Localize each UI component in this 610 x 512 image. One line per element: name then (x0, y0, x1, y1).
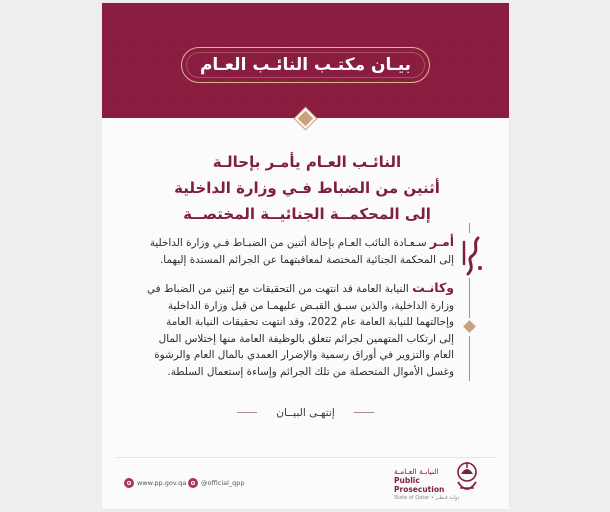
paragraph-1-lead: أمـر (429, 234, 454, 249)
paragraph-2-line-2: وزارة الداخلية، والذين سبـق القبـض عليهمـا من قبل وزارة الداخلية (167, 299, 454, 312)
side-rule-middle (469, 278, 470, 318)
paragraph-1-line-1 (127, 234, 454, 252)
logo-english-name: Public Prosecution (394, 476, 445, 494)
social-contact[interactable] (188, 477, 245, 489)
website-text: www.pp.gov.qa (137, 479, 187, 487)
statement-page (102, 3, 509, 509)
website-contact[interactable] (124, 477, 186, 489)
side-diamond-ornament (463, 320, 476, 333)
social-icon (188, 478, 198, 488)
social-handle: @official_qpp (201, 479, 245, 487)
paragraph-2-line-5: العام والتزوير في أوراق رسمية والإضرار العمدي بالمال العام والرشوة (154, 349, 454, 362)
headline-line-1: النائـب العـام يأمـر بإحالـة (212, 153, 402, 171)
side-rule-bottom (469, 336, 470, 381)
paragraph-2-line-1 (127, 280, 454, 298)
paragraph-2-line-3: وإحالتهما للنيابة العامة عام 2022، وقد انتهت تحقيقات النيابة العامة (166, 316, 454, 329)
title-pill (181, 47, 430, 83)
headline (142, 149, 472, 227)
globe-icon (124, 478, 134, 488)
headline-line-3: إلى المحكمــة الجنائيــة المختصــة (183, 205, 431, 223)
logo-subtitle: State of Qatar • دولـة قـطـر (394, 495, 460, 501)
side-rule-top (469, 223, 470, 233)
paragraph-2 (127, 280, 454, 381)
paragraph-1-line-2: إلى المحكمة الجنائية المختصة لمعاقبتهما عن الجرائم المسندة إليهما. (159, 253, 454, 266)
end-of-statement: إنتهـى البيــان (257, 406, 354, 420)
page-title: بيـان مكتـب النائـب العـام (199, 55, 412, 75)
paragraph-1 (127, 234, 454, 268)
logo-arabic-name: النيابـة العـامـة (394, 467, 439, 476)
paragraph-2-line-6: وغسل الأموال المتحصلة من تلك الجرائم وإساءة إستعمال السلطة. (167, 365, 454, 378)
paragraph-2-lead: وكانـت (412, 280, 454, 295)
paragraph-2-line-1-text: النيابة العامة قد انتهت من التحقيقات مع إثنين من الضباط في (146, 283, 409, 295)
paragraph-2-line-4: إلى ارتكاب المتهمين لجرائم تتعلق بالوظيفة العامة منها إختلاس المال (158, 332, 454, 345)
headline-line-2: أثنين من الضباط فـي وزارة الداخلية (174, 179, 440, 197)
calligraphy-ornament (458, 234, 484, 278)
qatar-emblem-icon (452, 458, 482, 496)
footer-divider (116, 457, 495, 458)
paragraph-1-line-1-text: سـعـادة النائب العـام بإحالة أثنين من الضبـاط فـي وزارة الداخلية (149, 237, 427, 249)
header-banner (102, 3, 509, 118)
